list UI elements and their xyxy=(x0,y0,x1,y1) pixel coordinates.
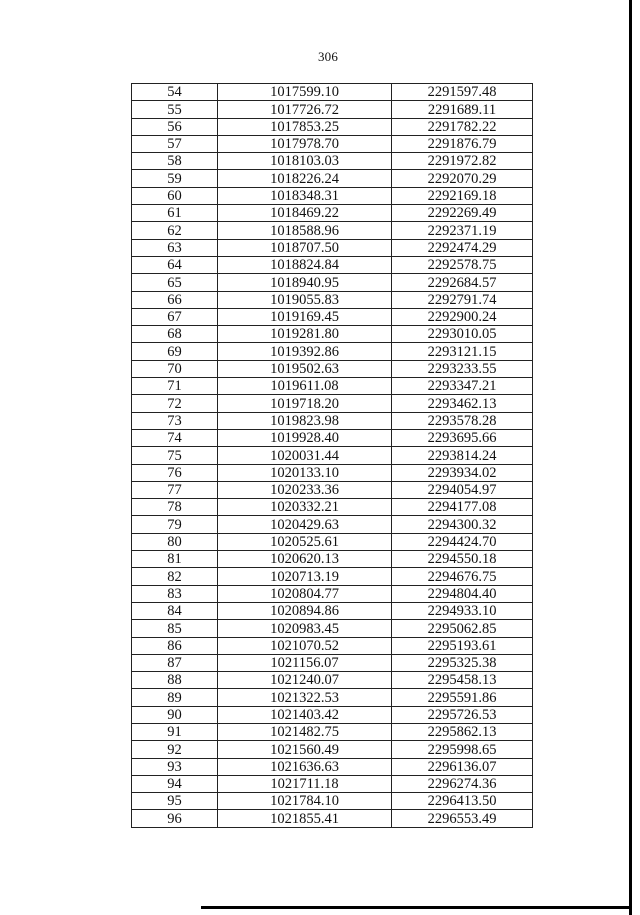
point-number-cell: 92 xyxy=(132,741,218,758)
easting-cell: 1020133.10 xyxy=(218,464,392,481)
table-row xyxy=(132,551,533,568)
point-number-cell: 94 xyxy=(132,775,218,792)
easting-cell: 1018707.50 xyxy=(218,239,392,256)
easting-cell: 1021855.41 xyxy=(218,810,392,827)
table-row xyxy=(132,447,533,464)
point-number-cell: 72 xyxy=(132,395,218,412)
point-number-cell: 89 xyxy=(132,689,218,706)
table-row xyxy=(132,758,533,775)
northing-cell: 2293233.55 xyxy=(392,360,533,377)
table-row xyxy=(132,412,533,429)
point-number-cell: 77 xyxy=(132,481,218,498)
northing-cell: 2295591.86 xyxy=(392,689,533,706)
northing-cell: 2296553.49 xyxy=(392,810,533,827)
easting-cell: 1020894.86 xyxy=(218,602,392,619)
easting-cell: 1018588.96 xyxy=(218,222,392,239)
easting-cell: 1018103.03 xyxy=(218,153,392,170)
easting-cell: 1019392.86 xyxy=(218,343,392,360)
point-number-cell: 61 xyxy=(132,205,218,222)
northing-cell: 2291876.79 xyxy=(392,135,533,152)
point-number-cell: 68 xyxy=(132,326,218,343)
table-row xyxy=(132,239,533,256)
northing-cell: 2295062.85 xyxy=(392,620,533,637)
easting-cell: 1020983.45 xyxy=(218,620,392,637)
northing-cell: 2295325.38 xyxy=(392,654,533,671)
point-number-cell: 67 xyxy=(132,308,218,325)
point-number-cell: 83 xyxy=(132,585,218,602)
northing-cell: 2293121.15 xyxy=(392,343,533,360)
point-number-cell: 79 xyxy=(132,516,218,533)
northing-cell: 2292791.74 xyxy=(392,291,533,308)
easting-cell: 1021322.53 xyxy=(218,689,392,706)
point-number-cell: 86 xyxy=(132,637,218,654)
easting-cell: 1017853.25 xyxy=(218,118,392,135)
northing-cell: 2296413.50 xyxy=(392,793,533,810)
easting-cell: 1020713.19 xyxy=(218,568,392,585)
page-border-right xyxy=(629,0,632,915)
table-row xyxy=(132,101,533,118)
point-number-cell: 80 xyxy=(132,533,218,550)
table-row xyxy=(132,205,533,222)
table-row xyxy=(132,585,533,602)
point-number-cell: 90 xyxy=(132,706,218,723)
northing-cell: 2293578.28 xyxy=(392,412,533,429)
page-border-bottom xyxy=(201,906,632,909)
point-number-cell: 81 xyxy=(132,551,218,568)
northing-cell: 2291689.11 xyxy=(392,101,533,118)
northing-cell: 2292900.24 xyxy=(392,308,533,325)
table-row xyxy=(132,775,533,792)
table-row xyxy=(132,326,533,343)
table-row xyxy=(132,620,533,637)
table-row xyxy=(132,222,533,239)
northing-cell: 2294177.08 xyxy=(392,499,533,516)
page-number: 306 xyxy=(317,49,339,64)
northing-cell: 2295726.53 xyxy=(392,706,533,723)
northing-cell: 2295193.61 xyxy=(392,637,533,654)
table-row xyxy=(132,343,533,360)
point-number-cell: 91 xyxy=(132,723,218,740)
table-row xyxy=(132,378,533,395)
northing-cell: 2294300.32 xyxy=(392,516,533,533)
point-number-cell: 88 xyxy=(132,672,218,689)
easting-cell: 1018469.22 xyxy=(218,205,392,222)
northing-cell: 2293347.21 xyxy=(392,378,533,395)
easting-cell: 1019502.63 xyxy=(218,360,392,377)
easting-cell: 1017978.70 xyxy=(218,135,392,152)
point-number-cell: 60 xyxy=(132,187,218,204)
northing-cell: 2292578.75 xyxy=(392,256,533,273)
table-row xyxy=(132,516,533,533)
point-number-cell: 84 xyxy=(132,602,218,619)
easting-cell: 1019928.40 xyxy=(218,429,392,446)
table-row xyxy=(132,723,533,740)
table-row xyxy=(132,637,533,654)
point-number-cell: 85 xyxy=(132,620,218,637)
northing-cell: 2292169.18 xyxy=(392,187,533,204)
easting-cell: 1020525.61 xyxy=(218,533,392,550)
table-row xyxy=(132,499,533,516)
northing-cell: 2293010.05 xyxy=(392,326,533,343)
easting-cell: 1018824.84 xyxy=(218,256,392,273)
easting-cell: 1021482.75 xyxy=(218,723,392,740)
northing-cell: 2294804.40 xyxy=(392,585,533,602)
northing-cell: 2294054.97 xyxy=(392,481,533,498)
northing-cell: 2294424.70 xyxy=(392,533,533,550)
northing-cell: 2294676.75 xyxy=(392,568,533,585)
point-number-cell: 66 xyxy=(132,291,218,308)
table-row xyxy=(132,135,533,152)
northing-cell: 2292684.57 xyxy=(392,274,533,291)
table-row xyxy=(132,654,533,671)
table-row xyxy=(132,429,533,446)
table-row xyxy=(132,810,533,827)
easting-cell: 1021156.07 xyxy=(218,654,392,671)
table-row xyxy=(132,602,533,619)
point-number-cell: 87 xyxy=(132,654,218,671)
easting-cell: 1020620.13 xyxy=(218,551,392,568)
point-number-cell: 78 xyxy=(132,499,218,516)
northing-cell: 2293814.24 xyxy=(392,447,533,464)
point-number-cell: 56 xyxy=(132,118,218,135)
easting-cell: 1018940.95 xyxy=(218,274,392,291)
northing-cell: 2294933.10 xyxy=(392,602,533,619)
point-number-cell: 63 xyxy=(132,239,218,256)
easting-cell: 1017726.72 xyxy=(218,101,392,118)
table-row xyxy=(132,793,533,810)
easting-cell: 1021636.63 xyxy=(218,758,392,775)
table-row xyxy=(132,84,533,101)
northing-cell: 2293934.02 xyxy=(392,464,533,481)
easting-cell: 1021711.18 xyxy=(218,775,392,792)
easting-cell: 1018226.24 xyxy=(218,170,392,187)
point-number-cell: 55 xyxy=(132,101,218,118)
northing-cell: 2293462.13 xyxy=(392,395,533,412)
easting-cell: 1020804.77 xyxy=(218,585,392,602)
northing-cell: 2291597.48 xyxy=(392,84,533,101)
point-number-cell: 62 xyxy=(132,222,218,239)
northing-cell: 2292269.49 xyxy=(392,205,533,222)
easting-cell: 1020031.44 xyxy=(218,447,392,464)
northing-cell: 2291972.82 xyxy=(392,153,533,170)
easting-cell: 1019055.83 xyxy=(218,291,392,308)
northing-cell: 2296274.36 xyxy=(392,775,533,792)
point-number-cell: 64 xyxy=(132,256,218,273)
point-number-cell: 75 xyxy=(132,447,218,464)
northing-cell: 2295458.13 xyxy=(392,672,533,689)
easting-cell: 1019611.08 xyxy=(218,378,392,395)
point-number-cell: 54 xyxy=(132,84,218,101)
table-row xyxy=(132,672,533,689)
table-row xyxy=(132,741,533,758)
easting-cell: 1019718.20 xyxy=(218,395,392,412)
table-row xyxy=(132,187,533,204)
table-row xyxy=(132,568,533,585)
point-number-cell: 73 xyxy=(132,412,218,429)
easting-cell: 1021240.07 xyxy=(218,672,392,689)
point-number-cell: 93 xyxy=(132,758,218,775)
easting-cell: 1019281.80 xyxy=(218,326,392,343)
easting-cell: 1021784.10 xyxy=(218,793,392,810)
northing-cell: 2292371.19 xyxy=(392,222,533,239)
point-number-cell: 96 xyxy=(132,810,218,827)
northing-cell: 2295862.13 xyxy=(392,723,533,740)
point-number-cell: 58 xyxy=(132,153,218,170)
point-number-cell: 70 xyxy=(132,360,218,377)
easting-cell: 1017599.10 xyxy=(218,84,392,101)
northing-cell: 2296136.07 xyxy=(392,758,533,775)
coordinates-table-body xyxy=(132,84,533,828)
easting-cell: 1021560.49 xyxy=(218,741,392,758)
easting-cell: 1020429.63 xyxy=(218,516,392,533)
easting-cell: 1020332.21 xyxy=(218,499,392,516)
easting-cell: 1019169.45 xyxy=(218,308,392,325)
point-number-cell: 74 xyxy=(132,429,218,446)
table-row xyxy=(132,153,533,170)
table-row xyxy=(132,395,533,412)
point-number-cell: 82 xyxy=(132,568,218,585)
point-number-cell: 59 xyxy=(132,170,218,187)
table-row xyxy=(132,464,533,481)
point-number-cell: 76 xyxy=(132,464,218,481)
northing-cell: 2294550.18 xyxy=(392,551,533,568)
table-row xyxy=(132,706,533,723)
easting-cell: 1021070.52 xyxy=(218,637,392,654)
coordinates-table xyxy=(131,83,533,828)
table-row xyxy=(132,360,533,377)
table-row xyxy=(132,308,533,325)
point-number-cell: 95 xyxy=(132,793,218,810)
table-row xyxy=(132,533,533,550)
point-number-cell: 65 xyxy=(132,274,218,291)
point-number-cell: 69 xyxy=(132,343,218,360)
table-row xyxy=(132,481,533,498)
northing-cell: 2292474.29 xyxy=(392,239,533,256)
northing-cell: 2291782.22 xyxy=(392,118,533,135)
northing-cell: 2293695.66 xyxy=(392,429,533,446)
point-number-cell: 57 xyxy=(132,135,218,152)
table-row xyxy=(132,274,533,291)
northing-cell: 2295998.65 xyxy=(392,741,533,758)
table-row xyxy=(132,118,533,135)
easting-cell: 1021403.42 xyxy=(218,706,392,723)
table-row xyxy=(132,689,533,706)
point-number-cell: 71 xyxy=(132,378,218,395)
easting-cell: 1018348.31 xyxy=(218,187,392,204)
table-row xyxy=(132,170,533,187)
table-row xyxy=(132,256,533,273)
easting-cell: 1020233.36 xyxy=(218,481,392,498)
table-row xyxy=(132,291,533,308)
northing-cell: 2292070.29 xyxy=(392,170,533,187)
easting-cell: 1019823.98 xyxy=(218,412,392,429)
